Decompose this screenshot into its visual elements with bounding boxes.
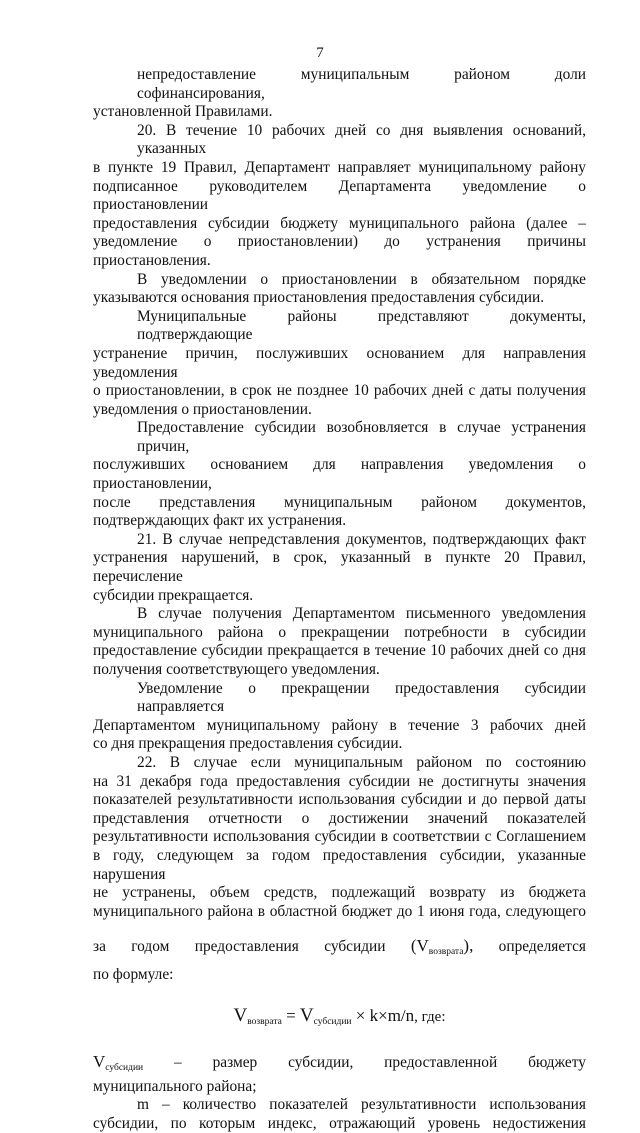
paragraph-resumption: Предоставление субсидии возобновляется в случае устранения причин, послуживших основанием для направления уведомления о приостановлении, после представления муниципальным районом документов, подтверждающих факт их устранения. bbox=[93, 419, 586, 530]
paragraph-20: 20. В течение 10 рабочих дней со дня выявления оснований, указанных в пункте 19 Правил, Департамент направляет муниципальному району подписанное руководителем Департамента уведомление о приостановлении предоставления субсидии бюджету муниципального района (далее – уведомление о приостановлении) до устранения причины приостановления. bbox=[93, 121, 586, 269]
return-formula: $V_{возврата} = V_{субсидии} \times k\times m/n$, где: bbox=[233, 1004, 446, 1027]
paragraph-continuation: непредоставление муниципальным районом доли софинансирования, установленной Правилами. bbox=[93, 66, 586, 121]
paragraph-written-notice: В случае получения Департаментом письменного уведомления муниципального района о прекращении потребности в субсидии предоставление субсидии прекращается в течение 10 рабочих дней со дня получения соответствующего уведомления. bbox=[93, 605, 586, 678]
return-volume-line: за годом предоставления субсидии $(V_{возврата})$, определяется bbox=[93, 937, 586, 962]
paragraph-21: 21. В случае непредставления документов, подтверждающих факт устранения нарушений, в срок, указанный в пункте 20 Правил, перечисление субсидии прекращается. bbox=[93, 530, 586, 604]
v-return-symbol: $(V_{возврата})$, bbox=[410, 936, 474, 958]
paragraph-termination-notice: Уведомление о прекращении предоставления субсидии направляется Департаментом муниципальному району в течение 3 рабочих дней со дня прекращения предоставления субсидии. bbox=[93, 679, 586, 753]
definition-v-subsidy-cont: муниципального района; bbox=[93, 1077, 257, 1095]
formula-intro: по формуле: bbox=[93, 965, 174, 983]
paragraph-22: 22. В случае если муниципальным районом по состоянию на 31 декабря года предоставления субсидии не достигнуты значения показателей результативности использования субсидии и до первой даты представления отчетности о достижении значений показателей результативности использования субсидии в соответствии с Соглашением в году, следующем за годом предоставления субсидии, указанные нарушения не устранены, объем средств, подлежащий возврату из бюджета муниципального района в областной бюджет до 1 июня года, следующего bbox=[93, 753, 586, 920]
document-body bbox=[93, 66, 586, 1133]
paragraph-districts-submit: Муниципальные районы представляют документы, подтверждающие устранение причин, послуживших основанием для направления уведомления о приостановлении, в срок не позднее 10 рабочих дней с даты получения уведомления о приостановлении. bbox=[93, 307, 586, 418]
page-number: 7 bbox=[316, 45, 324, 61]
paragraph-notice-grounds: В уведомлении о приостановлении в обязательном порядке указываются основания приостановления предоставления субсидии. bbox=[93, 270, 586, 307]
definition-v-subsidy: $V_{субсидии}$ – размер субсидии, предоставленной бюджету bbox=[93, 1052, 586, 1074]
definition-m: m – количество показателей результативности использования субсидии, по которым индекс, отражающий уровень недостижения bbox=[93, 1096, 586, 1132]
